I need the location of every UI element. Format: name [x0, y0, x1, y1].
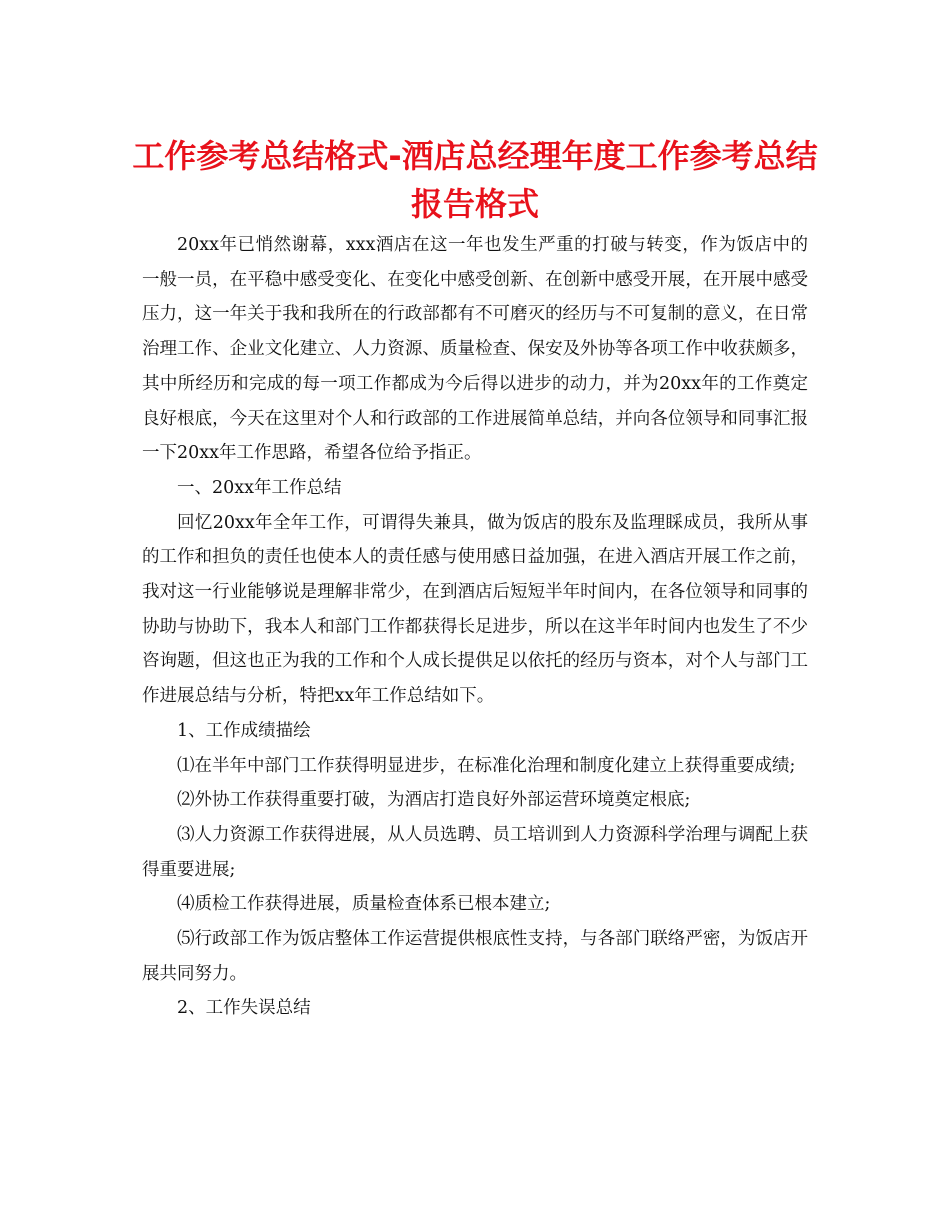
list-item-achievement-4: ⑷质检工作获得进展，质量检查体系已根本建立;: [177, 894, 551, 915]
paragraph-review: 回忆20xx年全年工作，可谓得失兼具，做为饭店的股东及监理睬成员，我所从事的工作和担负的责任也使本人的责任感与使用感日益加强，在进入酒店开展工作之前，我对这一行业能够说是理解非常少，在到酒店后短短半年时间内，在各位领导和同事的协助与协助下，我本人和部门工作都获得长足进步，所以在这半年时间内也发生了不少咨询题，但这也正为我的工作和个人成长提供足以依托的经历与资本，对个人与部门工作进展总结与分析，特把xx年工作总结如下。: [142, 512, 808, 707]
document-body: [142, 228, 808, 1026]
document-title: 工作参考总结格式-酒店总经理年度工作参考总结报告格式: [132, 137, 818, 223]
paragraph-intro: 20xx年已悄然谢幕，xxx酒店在这一年也发生严重的打破与转变，作为饭店中的一般一员，在平稳中感受变化、在变化中感受创新、在创新中感受开展，在开展中感受压力，这一年关于我和我所在的行政部都有不可磨灭的经历与不可复制的意义，在日常治理工作、企业文化建立、人力资源、质量检查、保安及外协等各项工作中收获颇多，其中所经历和完成的每一项工作都成为今后得以进步的动力，并为20xx年的工作奠定良好根底，今天在这里对个人和行政部的工作进展简单总结，并向各位领导和同事汇报一下20xx年工作思路，希望各位给予指正。: [142, 235, 808, 464]
section-heading-summary: 一、20xx年工作总结: [177, 477, 342, 498]
list-item-achievement-2: ⑵外协工作获得重要打破，为酒店打造良好外部运营环境奠定根底;: [177, 790, 691, 811]
list-item-achievement-3: ⑶人力资源工作获得进展，从人员选聘、员工培训到人力资源科学治理与调配上获得重要进展;: [142, 824, 808, 880]
list-item-achievement-1: ⑴在半年中部门工作获得明显进步，在标准化治理和制度化建立上获得重要成绩;: [177, 755, 796, 776]
subsection-heading-mistakes: 2、工作失误总结: [177, 998, 311, 1019]
list-item-achievement-5: ⑸行政部工作为饭店整体工作运营提供根底性支持，与各部门联络严密，为饭店开展共同努力。: [142, 929, 808, 984]
subsection-heading-achievements: 1、工作成绩描绘: [177, 720, 311, 741]
